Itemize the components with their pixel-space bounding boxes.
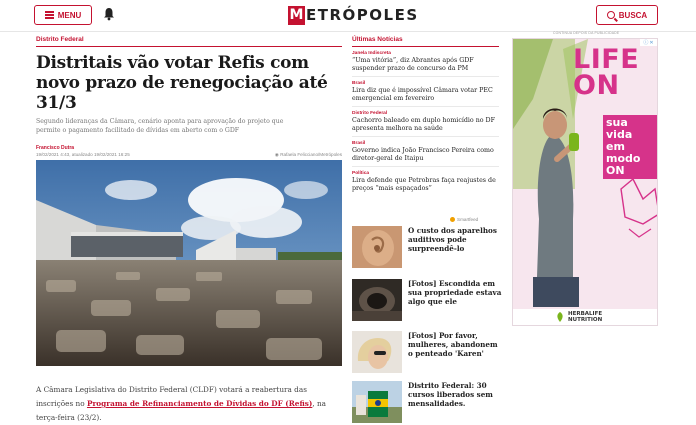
herbalife-ad[interactable]: [512, 38, 658, 326]
leaf-icon: [555, 312, 565, 322]
news-category[interactable]: Janela Indiscreta: [352, 51, 391, 56]
info-icon: ⓘ: [643, 40, 649, 46]
ad-tagline: sua vida em modo ON: [603, 115, 657, 179]
logo-text: ETRÓPOLES: [306, 6, 419, 24]
article-subhead: Segundo lideranças da Câmara, cenário aponta para aprovação do projeto que permite o pagamento facilitado de dívidas em aberto com o GDF: [36, 118, 284, 134]
herbalife-logo: HERBALIFE NUTRITION: [555, 311, 602, 323]
smartfeed-icon: [450, 217, 455, 222]
news-item[interactable]: [352, 137, 499, 167]
news-category[interactable]: Brasil: [352, 81, 366, 86]
news-headline[interactable]: Cachorro baleado em duplo homicídio no DF apresenta melhora na saúde: [352, 117, 495, 132]
news-category[interactable]: Distrito Federal: [352, 111, 388, 116]
promo-headline[interactable]: Distrito Federal: 30 cursos liberados sem mensalidades.: [408, 381, 493, 408]
search-icon: [607, 11, 615, 19]
search-label: BUSCA: [618, 10, 648, 20]
promo-thumbnail[interactable]: [352, 226, 402, 268]
news-category[interactable]: Brasil: [352, 141, 366, 146]
article-headline: Distritais vão votar Refis com novo prazo de renegociação até 31/3: [36, 53, 328, 113]
news-item[interactable]: [352, 167, 499, 196]
close-icon: ✕: [649, 39, 654, 46]
news-headline[interactable]: “Uma vitória”, diz Abrantes após GDF suspender prazo de concurso da PM: [352, 57, 474, 72]
latest-news-title: Últimas Notícias: [352, 36, 499, 47]
promo-headline[interactable]: [Fotos] Escondida em sua propriedade estava algo que ele: [408, 279, 502, 306]
news-item[interactable]: [352, 77, 499, 107]
article-author[interactable]: Francisco Dutra: [36, 145, 75, 151]
article-meta: [36, 152, 342, 158]
promo-thumbnail[interactable]: [352, 381, 402, 423]
ad-headline: LIFE ON: [573, 44, 640, 101]
article-header: [36, 36, 342, 158]
promo-headline[interactable]: [Fotos] Por favor, mulheres, abandonem o penteado 'Karen': [408, 331, 498, 358]
article-section[interactable]: Distrito Federal: [36, 36, 342, 47]
article-body: A Câmara Legislativa do Distrito Federal (CLDF) votará a reabertura das inscrições no Programa de Refinanciamento de Dívidas do DF (Refis), na terça-feira (23/2).: [36, 385, 327, 422]
promo-item[interactable]: [352, 381, 502, 423]
news-item[interactable]: [352, 47, 499, 77]
article-photo: [36, 160, 342, 366]
logo-initial: M: [289, 7, 304, 23]
promo-thumbnail[interactable]: [352, 279, 402, 321]
article-date: 19/02/2021 4:43, atualizado 19/02/2021 16:25: [36, 152, 130, 157]
search-button[interactable]: [596, 5, 658, 25]
promo-item[interactable]: [352, 331, 502, 373]
promo-thumbnail[interactable]: [352, 331, 402, 373]
news-item[interactable]: [352, 107, 499, 137]
site-header: [0, 0, 696, 32]
menu-button[interactable]: [34, 5, 92, 25]
smartfeed-badge[interactable]: Smartfeed: [450, 217, 478, 222]
metropoles-logo[interactable]: [288, 4, 419, 26]
promo-item[interactable]: [352, 279, 502, 321]
hamburger-icon: [45, 11, 54, 19]
camera-icon: ◉: [274, 152, 279, 157]
news-category[interactable]: Política: [352, 171, 370, 176]
building-photo: [36, 160, 342, 366]
promo-headline[interactable]: O custo dos aparelhos auditivos pode surpreendê-lo: [408, 226, 497, 253]
bell-icon[interactable]: [103, 7, 115, 21]
refis-link[interactable]: Programa de Refinanciamento de Dívidas do DF (Refis): [86, 399, 313, 408]
promo-item[interactable]: [352, 226, 502, 268]
menu-label: MENU: [57, 10, 82, 20]
latest-news: [352, 36, 499, 196]
news-headline[interactable]: Lira diz que é impossível Câmara votar PEC emergencial em fevereiro: [352, 87, 493, 102]
photo-credit: ◉ Rafaela Felicciano/Metrópoles: [274, 152, 342, 157]
news-headline[interactable]: Governo indica João Francisco Pereira como diretor-geral de Itaipu: [352, 147, 494, 162]
ad-label: CONTINUA DEPOIS DA PUBLICIDADE: [553, 31, 620, 35]
ad-choices-icon[interactable]: [640, 39, 657, 46]
news-headline[interactable]: Lira defende que Petrobras faça reajustes de preços “mais espaçados”: [352, 177, 496, 192]
